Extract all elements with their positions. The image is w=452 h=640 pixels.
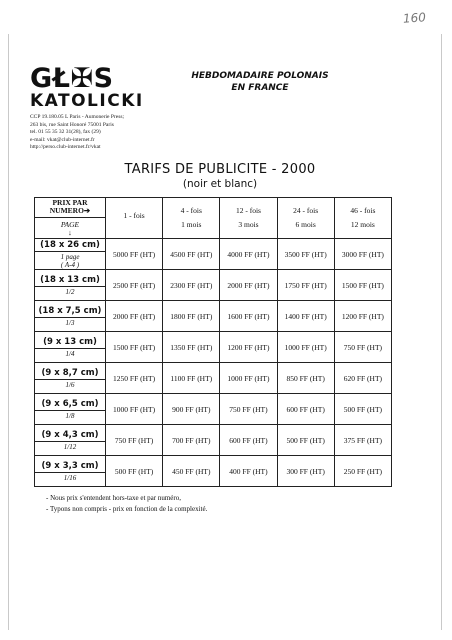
price-cell: 1000 FF (HT) [106,394,163,425]
page-subtitle: (noir et blanc) [182,178,258,190]
price-cell: 400 FF (HT) [220,456,277,487]
price-cell: 2000 FF (HT) [106,301,163,332]
price-cell: 750 FF (HT) [106,425,163,456]
column-header-freq: 1 - fois [123,211,145,220]
handwritten-page-number: 160 [402,10,427,26]
tagline-line-1: HEBDOMADAIRE POLONAIS [191,71,329,81]
price-cell: 1800 FF (HT) [163,301,220,332]
table-row [35,270,392,301]
price-cell: 4500 FF (HT) [163,239,220,270]
price-cell: 1000 FF (HT) [220,363,277,394]
price-cell: 600 FF (HT) [277,394,334,425]
column-header-freq: 12 - fois [235,206,261,215]
price-cell: 1600 FF (HT) [220,301,277,332]
price-cell: 1750 FF (HT) [277,270,334,301]
format-cell [35,301,106,332]
format-cell [35,425,106,456]
column-header [106,198,163,239]
price-cell: 900 FF (HT) [163,394,220,425]
price-cell: 750 FF (HT) [220,394,277,425]
price-cell: 1350 FF (HT) [163,332,220,363]
format-fraction: 1 page [60,253,80,261]
column-header [163,198,220,239]
price-cell: 1100 FF (HT) [163,363,220,394]
table-row [35,301,392,332]
price-cell: 500 FF (HT) [334,394,391,425]
address-line: tel. 01 55 35 32 31(28), fax (29) [30,129,101,136]
price-cell: 3500 FF (HT) [277,239,334,270]
address-line: 263 bis, rue Saint Honoré 75001 Paris [30,121,114,128]
format-fraction: 1/2 [65,288,75,296]
format-fraction: 1/8 [65,412,75,420]
format-cell [35,394,106,425]
column-header-freq: 4 - fois [180,206,202,215]
logo-wordmark-top: GŁ✠S [30,63,114,94]
price-cell: 3000 FF (HT) [334,239,391,270]
price-cell: 600 FF (HT) [220,425,277,456]
column-header-period: 3 mois [238,220,259,229]
column-header [277,198,334,239]
format-size: (9 x 4,3 cm) [35,429,105,442]
price-cell: 5000 FF (HT) [106,239,163,270]
tagline-line-2: EN FRANCE [231,83,289,93]
page-title: TARIFS DE PUBLICITE - 2000 [124,162,316,177]
format-size: (18 x 13 cm) [35,274,105,287]
corner-page-text: PAGE [60,220,80,229]
publisher-address [30,114,170,152]
table-row [35,239,392,270]
format-cell [35,332,106,363]
price-cell: 2000 FF (HT) [220,270,277,301]
table-header-row [35,198,392,239]
format-fraction: 1/4 [65,350,75,358]
footnotes [46,493,207,515]
price-cell: 1200 FF (HT) [220,332,277,363]
column-header [334,198,391,239]
price-cell: 1400 FF (HT) [277,301,334,332]
corner-price-per-issue: PRIX PAR NUMERO➔ [49,198,91,215]
price-cell: 500 FF (HT) [277,425,334,456]
price-cell: 250 FF (HT) [334,456,391,487]
format-size: (9 x 6,5 cm) [35,398,105,411]
format-note: ( A-4 ) [60,261,80,269]
rates-table [34,197,392,487]
table-row [35,456,392,487]
address-line: e-mail: vkat@club-internet.fr [30,136,95,143]
logo [30,63,160,111]
price-cell: 500 FF (HT) [106,456,163,487]
column-header [220,198,277,239]
price-cell: 1500 FF (HT) [106,332,163,363]
table-corner-header [35,198,106,239]
corner-page-label [35,217,105,237]
publication-tagline [180,70,340,94]
price-cell: 2500 FF (HT) [106,270,163,301]
table-row [35,332,392,363]
price-cell: 620 FF (HT) [334,363,391,394]
address-line: http://perso.club-internet.fr/vkat [30,144,101,151]
column-header-freq: 46 - fois [350,206,376,215]
format-fraction: 1/12 [63,443,77,451]
price-cell: 375 FF (HT) [334,425,391,456]
price-cell: 1250 FF (HT) [106,363,163,394]
format-fraction: 1/6 [65,381,75,389]
table-row [35,425,392,456]
column-header-period: 6 mois [295,220,316,229]
price-cell: 4000 FF (HT) [220,239,277,270]
table-row [35,394,392,425]
footnote: - Typons non compris - prix en fonction de la complexité. [46,505,208,513]
price-cell: 1200 FF (HT) [334,301,391,332]
address-line: CCP 19.180.05 L Paris - Aumonerie Press; [30,114,125,120]
price-cell: 1000 FF (HT) [277,332,334,363]
format-size: (18 x 26 cm) [35,239,105,252]
format-cell [35,270,106,301]
price-cell: 850 FF (HT) [277,363,334,394]
column-header-period: 1 mois [181,220,202,229]
format-size: (9 x 13 cm) [35,336,105,349]
price-cell: 750 FF (HT) [334,332,391,363]
footnote: - Nous prix s'entendent hors-taxe et par numéro, [46,494,181,502]
price-cell: 1500 FF (HT) [334,270,391,301]
table-row [35,363,392,394]
price-cell: 700 FF (HT) [163,425,220,456]
column-header-freq: 24 - fois [293,206,319,215]
logo-wordmark-bottom: KATOLICKI [30,91,144,111]
format-size: (9 x 8,7 cm) [35,367,105,380]
format-size: (9 x 3,3 cm) [35,460,105,473]
format-fraction: 1/3 [65,319,75,327]
format-cell [35,239,106,270]
down-arrow-icon: ↓ [68,228,72,237]
price-cell: 2300 FF (HT) [163,270,220,301]
format-cell [35,363,106,394]
price-cell: 300 FF (HT) [277,456,334,487]
format-cell [35,456,106,487]
column-header-period: 12 mois [350,220,375,229]
price-cell: 450 FF (HT) [163,456,220,487]
format-size: (18 x 7,5 cm) [35,305,105,318]
format-fraction: 1/16 [63,474,77,482]
